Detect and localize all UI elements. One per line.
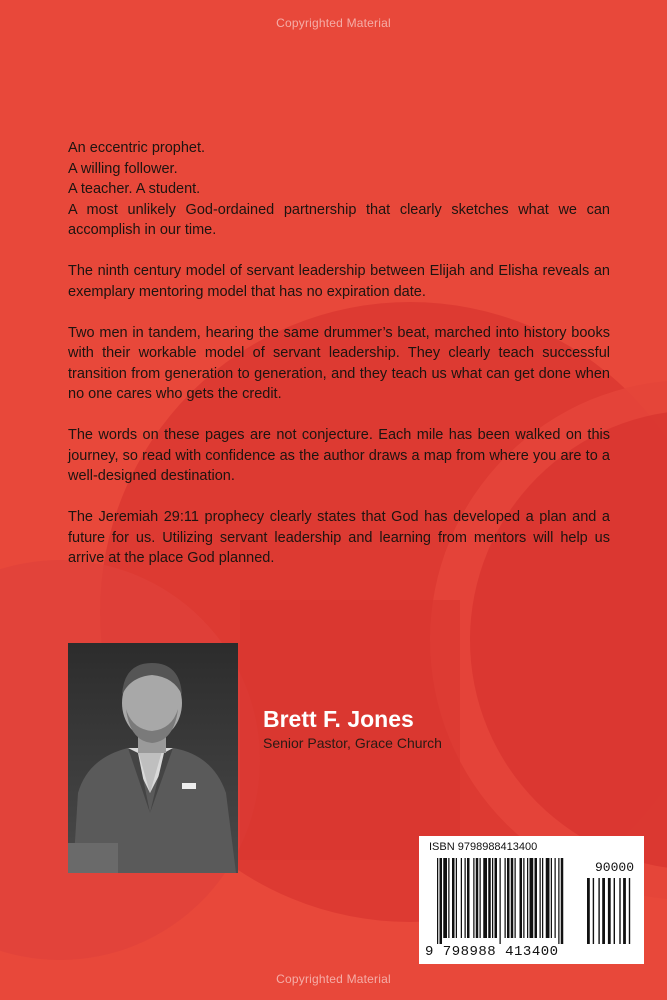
intro-line: A most unlikely God-ordained partnership that clearly sketches what we can accomplish in our time.: [68, 201, 610, 238]
isbn-barcode: [419, 836, 644, 964]
intro-line: A teacher. A student.: [68, 181, 201, 197]
isbn-digits: 9 798988 413400: [425, 944, 559, 960]
blurb-paragraph: The ninth century model of servant leadership between Elijah and Elisha reveals an exemplary mentoring model that has no expiration date.: [68, 263, 610, 300]
isbn-label: ISBN 9798988413400: [429, 841, 538, 853]
copyright-watermark-top: Copyrighted Material: [276, 16, 391, 30]
author-photo: [68, 643, 238, 873]
blurb-paragraph: The Jeremiah 29:11 prophecy clearly states that God has developed a plan and a future for us. Utilizing servant leadership and learning from mentors will help us arrive at the place God planned.: [68, 509, 610, 566]
intro-line: An eccentric prophet.: [68, 140, 206, 156]
blurb-paragraph: The words on these pages are not conjecture. Each mile has been walked on this journey, so read with confidence as the author draws a map from where you are to a well-designed destination.: [68, 427, 610, 484]
price-code: 90000: [595, 860, 635, 875]
intro-line: A willing follower.: [68, 160, 178, 177]
author-name: Brett F. Jones: [263, 706, 414, 732]
intro-block: [68, 138, 610, 241]
copyright-watermark-bottom: Copyrighted Material: [276, 972, 391, 986]
author-portrait-icon: [68, 643, 238, 873]
blurb-paragraph: Two men in tandem, hearing the same drummer’s beat, marched into history books with their workable model of servant leadership. They clearly teach successful transition from generation to generation, and they teach us what can get done when no one cares who gets the credit.: [68, 324, 610, 402]
back-cover-blurb: [68, 138, 610, 589]
author-title: Senior Pastor, Grace Church: [263, 735, 442, 751]
